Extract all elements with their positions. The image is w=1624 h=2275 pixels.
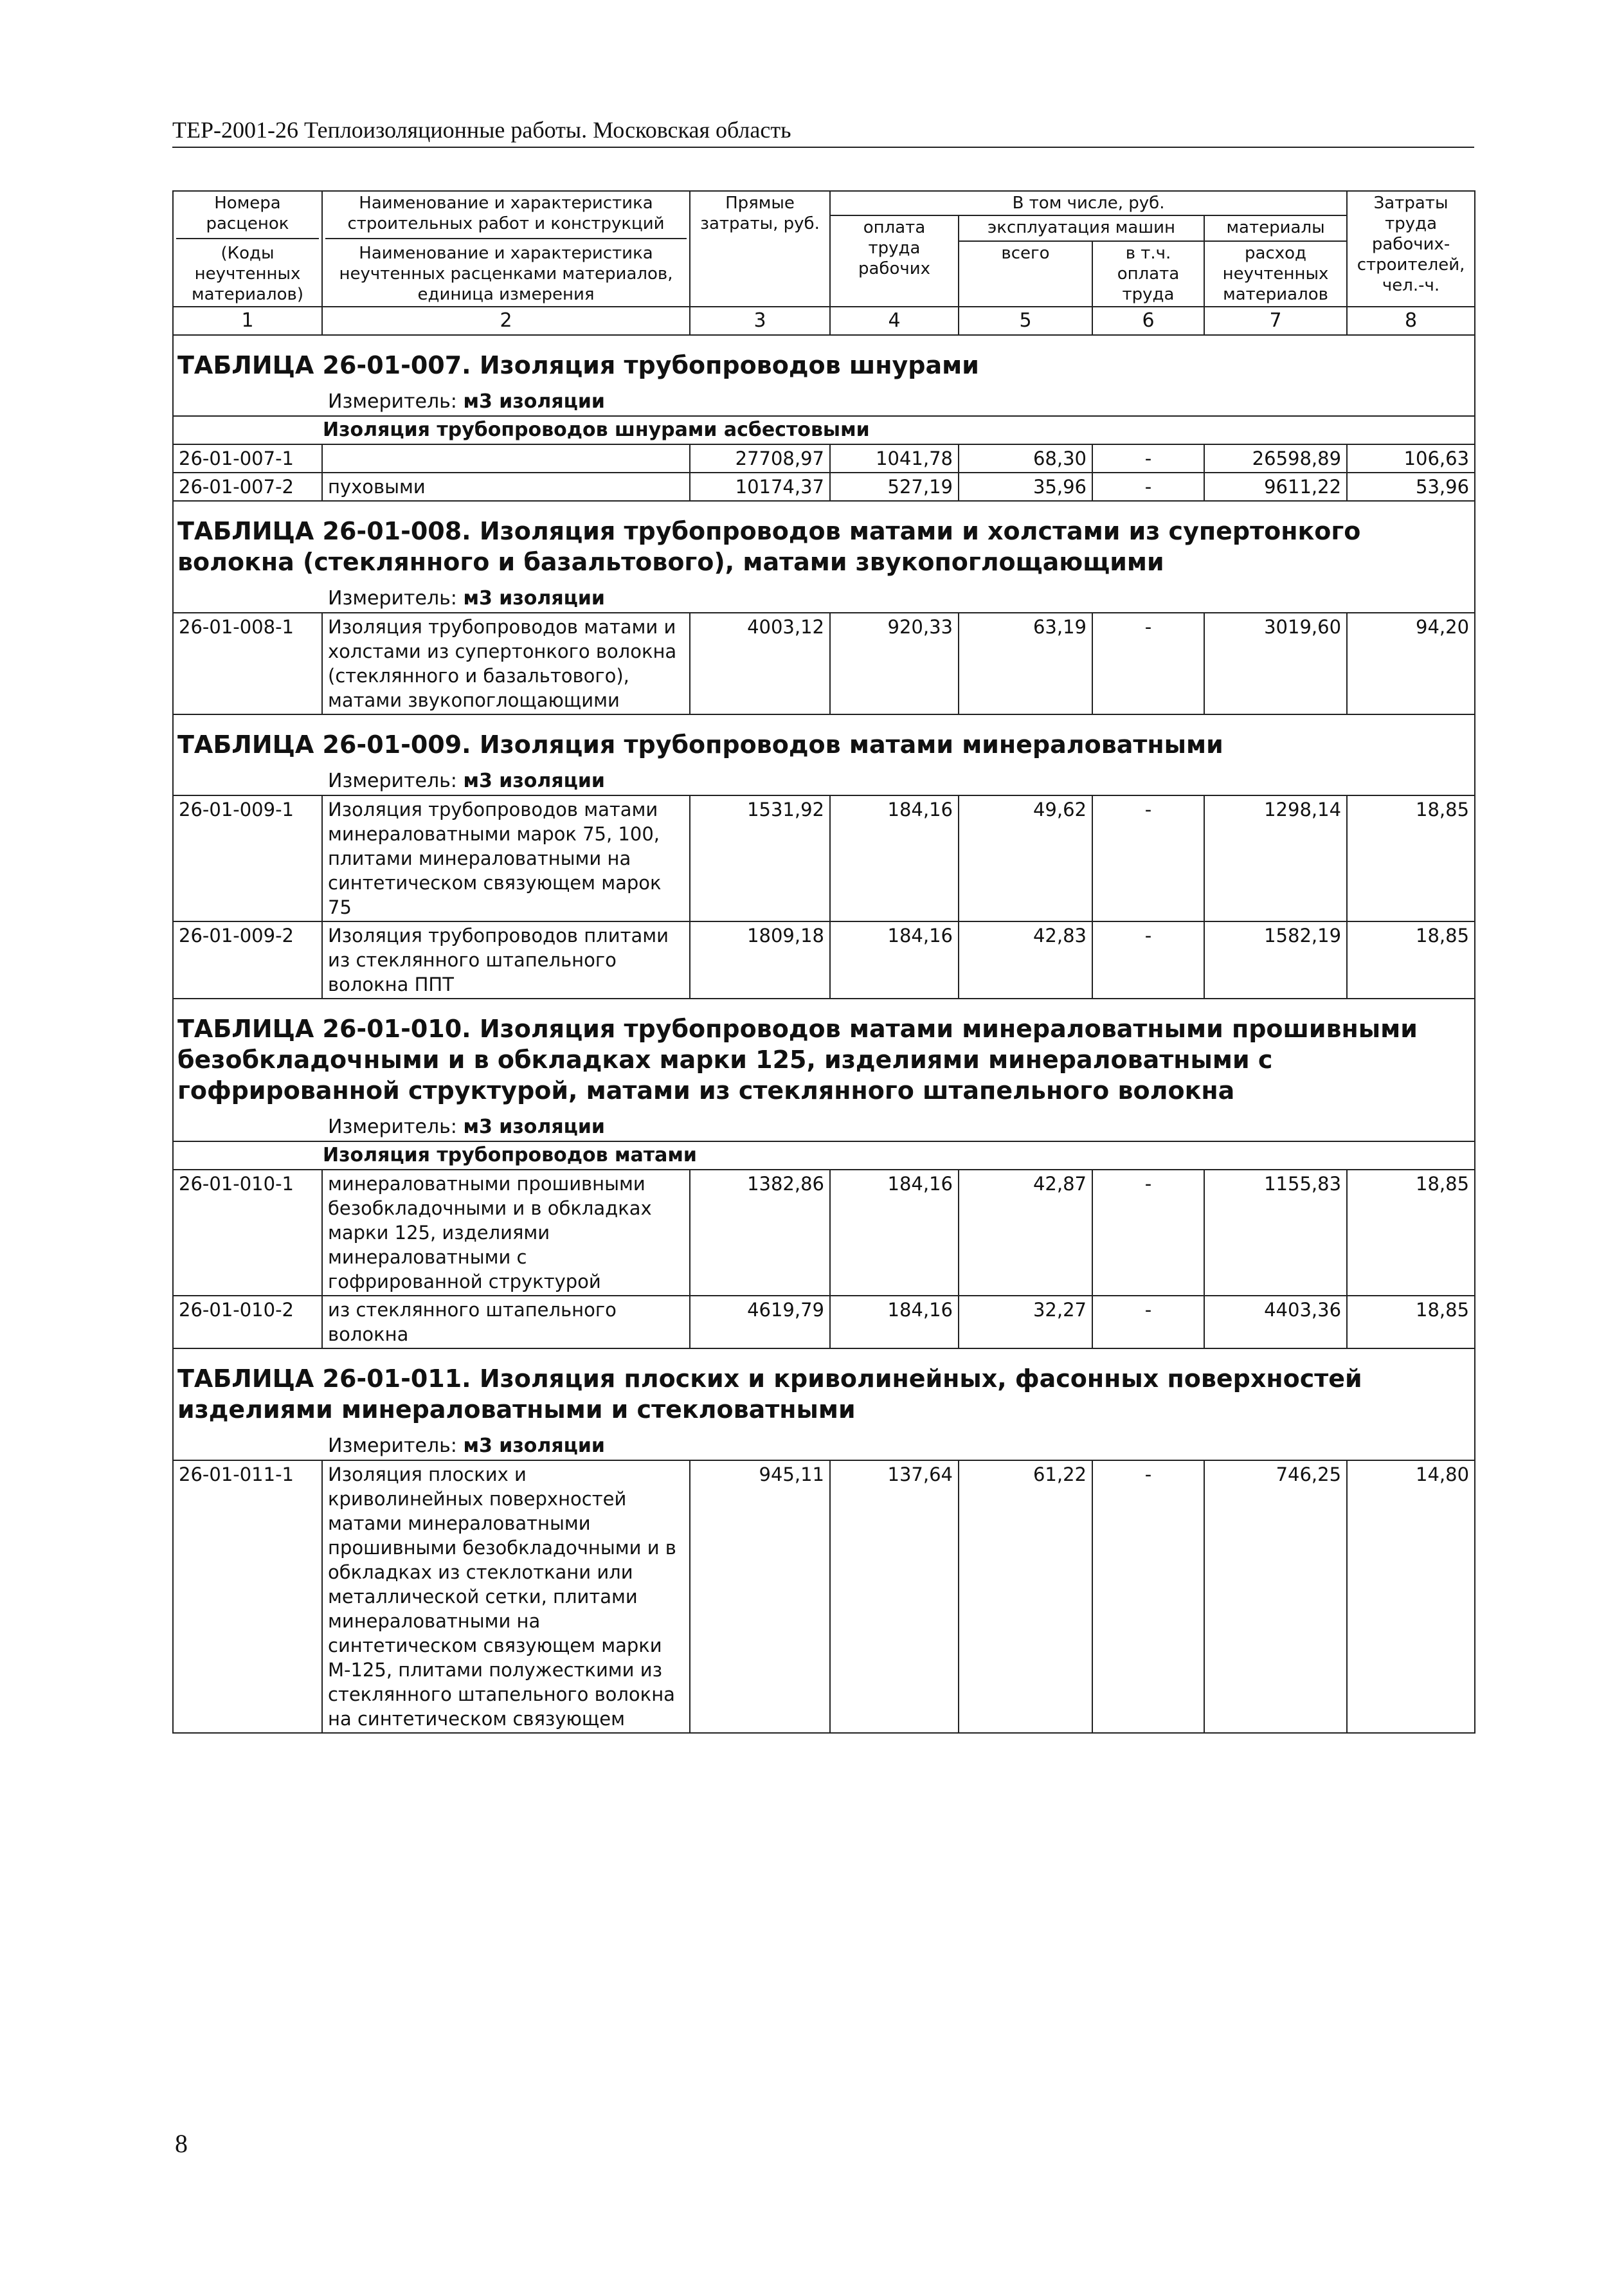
- table-row: [173, 921, 1475, 999]
- col-number: 6: [1092, 307, 1204, 335]
- section-26-01-008: [173, 501, 1475, 714]
- col-number: 5: [959, 307, 1092, 335]
- direct-cost: 1382,86: [690, 1170, 830, 1296]
- machine-cost: 63,19: [959, 613, 1092, 714]
- measure-value: м3 изоляции: [463, 1435, 605, 1457]
- measure-label: Измеритель:: [328, 390, 457, 413]
- rate-code: 26-01-007-1: [173, 444, 322, 473]
- table-row: [173, 1170, 1475, 1296]
- machine-cost: 42,87: [959, 1170, 1092, 1296]
- machine-cost: 68,30: [959, 444, 1092, 473]
- rate-code: 26-01-008-1: [173, 613, 322, 714]
- section-title: ТАБЛИЦА 26-01-009. Изоляция трубопроводов матами минераловатными: [173, 714, 1475, 765]
- section-subheading: Изоляция трубопроводов шнурами асбестовыми: [173, 416, 1475, 444]
- direct-cost: 4619,79: [690, 1296, 830, 1348]
- rates-table: [172, 190, 1475, 1734]
- measure-label: Измеритель:: [328, 1435, 457, 1457]
- labor-cost: 184,16: [830, 921, 959, 999]
- section-title: ТАБЛИЦА 26-01-008. Изоляция трубопроводов матами и холстами из супертонкого волокна (стеклянного и базальтового), матами звукопоглощающими: [173, 501, 1475, 583]
- rate-code: 26-01-011-1: [173, 1460, 322, 1733]
- section-26-01-011: [173, 1348, 1475, 1733]
- rate-description: Изоляция трубопроводов матами и холстами из супертонкого волокна (стеклянного и базальтового), матами звукопоглощающими: [322, 613, 690, 714]
- materials-cost: 1298,14: [1204, 795, 1347, 921]
- direct-cost: 945,11: [690, 1460, 830, 1733]
- rate-description: Изоляция плоских и криволинейных поверхностей матами минераловатными прошивными безобкладочными и в обкладках из стеклоткани или металлической сетки, плитами минераловатными на синтетическом связующем марки М-125, плитами полужесткими из стеклянного штапельного волокна на синтетическом связующем: [322, 1460, 690, 1733]
- machine-labor-cost: -: [1092, 795, 1204, 921]
- rate-code: 26-01-010-1: [173, 1170, 322, 1296]
- col-number: 3: [690, 307, 830, 335]
- machine-labor-cost: -: [1092, 1170, 1204, 1296]
- measure-value: м3 изоляции: [463, 587, 605, 610]
- machine-labor-cost: -: [1092, 1296, 1204, 1348]
- labor-hours: 18,85: [1347, 921, 1475, 999]
- materials-cost: 1155,83: [1204, 1170, 1347, 1296]
- col-number: 7: [1204, 307, 1347, 335]
- section-subheading: Изоляция трубопроводов матами: [173, 1141, 1475, 1170]
- labor-hours: 18,85: [1347, 1296, 1475, 1348]
- col-head-name-sub: Наименование и характеристика неучтенных расценками материалов, единица измерения: [325, 238, 687, 305]
- machine-cost: 61,22: [959, 1460, 1092, 1733]
- measure-unit: [173, 583, 1475, 613]
- section-title: ТАБЛИЦА 26-01-011. Изоляция плоских и криволинейных, фасонных поверхностей изделиями минераловатными и стекловатными: [173, 1348, 1475, 1430]
- col-head-direct: Прямые затраты, руб.: [690, 191, 830, 307]
- labor-cost: 184,16: [830, 1170, 959, 1296]
- measure-value: м3 изоляции: [463, 390, 605, 413]
- machine-labor-cost: -: [1092, 1460, 1204, 1733]
- measure-label: Измеритель:: [328, 1116, 457, 1138]
- table-row: [173, 444, 1475, 473]
- col-head-machines: эксплуатация машин: [959, 215, 1204, 241]
- col-head-materials: материалы: [1204, 215, 1347, 241]
- measure-unit: [173, 765, 1475, 795]
- measure-unit: [173, 1430, 1475, 1460]
- labor-hours: 18,85: [1347, 795, 1475, 921]
- section-26-01-009: [173, 714, 1475, 999]
- col-head-name-main: Наименование и характеристика строительных работ и конструкций: [347, 194, 665, 233]
- section-26-01-010: [173, 999, 1475, 1348]
- labor-cost: 184,16: [830, 1296, 959, 1348]
- machine-labor-cost: -: [1092, 613, 1204, 714]
- rate-description: из стеклянного штапельного волокна: [322, 1296, 690, 1348]
- rate-description: Изоляция трубопроводов матами минераловатными марок 75, 100, плитами минераловатными на синтетическом связующем марок 75: [322, 795, 690, 921]
- col-head-labor: оплата труда рабочих: [830, 215, 959, 307]
- table-row: [173, 1460, 1475, 1733]
- table-row: [173, 795, 1475, 921]
- measure-value: м3 изоляции: [463, 770, 605, 792]
- labor-cost: 184,16: [830, 795, 959, 921]
- measure-unit: [173, 386, 1475, 416]
- machine-labor-cost: -: [1092, 444, 1204, 473]
- section-title: ТАБЛИЦА 26-01-007. Изоляция трубопроводов шнурами: [173, 335, 1475, 386]
- section-26-01-007: [173, 335, 1475, 501]
- measure-unit: [173, 1111, 1475, 1141]
- col-head-codes-sub: (Коды неучтенных материалов): [176, 238, 319, 305]
- rate-description: минераловатными прошивными безобкладочными и в обкладках марки 125, изделиями минераловатными с гофрированной структурой: [322, 1170, 690, 1296]
- direct-cost: 4003,12: [690, 613, 830, 714]
- table-row: [173, 613, 1475, 714]
- measure-label: Измеритель:: [328, 770, 457, 792]
- col-number: 8: [1347, 307, 1475, 335]
- labor-cost: 137,64: [830, 1460, 959, 1733]
- direct-cost: 1809,18: [690, 921, 830, 999]
- col-head-machines-labor: в т.ч. оплата труда: [1092, 241, 1204, 307]
- direct-cost: 10174,37: [690, 473, 830, 501]
- labor-hours: 14,80: [1347, 1460, 1475, 1733]
- rate-code: 26-01-009-1: [173, 795, 322, 921]
- materials-cost: 3019,60: [1204, 613, 1347, 714]
- col-number: 1: [173, 307, 322, 335]
- running-header: ТЕР-2001-26 Теплоизоляционные работы. Московская область: [172, 116, 1474, 148]
- col-head-codes-main: Номера расценок: [206, 194, 289, 233]
- measure-label: Измеритель:: [328, 587, 457, 610]
- machine-labor-cost: -: [1092, 921, 1204, 999]
- col-head-codes: [173, 191, 322, 307]
- machine-labor-cost: -: [1092, 473, 1204, 501]
- materials-cost: 746,25: [1204, 1460, 1347, 1733]
- labor-hours: 106,63: [1347, 444, 1475, 473]
- col-head-including: В том числе, руб.: [830, 191, 1347, 215]
- labor-hours: 18,85: [1347, 1170, 1475, 1296]
- section-title: ТАБЛИЦА 26-01-010. Изоляция трубопроводов матами минераловатными прошивными безобкладочными и в обкладках марки 125, изделиями минераловатными с гофрированной структурой, матами из стеклянного штапельного волокна: [173, 999, 1475, 1111]
- rate-description: [322, 444, 690, 473]
- rate-code: 26-01-009-2: [173, 921, 322, 999]
- col-head-materials-use: расход неучтенных материалов: [1204, 241, 1347, 307]
- table-row: [173, 1296, 1475, 1348]
- rate-description: пуховыми: [322, 473, 690, 501]
- direct-cost: 27708,97: [690, 444, 830, 473]
- table-row: [173, 473, 1475, 501]
- labor-hours: 53,96: [1347, 473, 1475, 501]
- col-head-hours: Затраты труда рабочих-строителей, чел.-ч.: [1347, 191, 1475, 307]
- materials-cost: 26598,89: [1204, 444, 1347, 473]
- labor-cost: 920,33: [830, 613, 959, 714]
- labor-hours: 94,20: [1347, 613, 1475, 714]
- machine-cost: 42,83: [959, 921, 1092, 999]
- measure-value: м3 изоляции: [463, 1116, 605, 1138]
- rate-code: 26-01-007-2: [173, 473, 322, 501]
- direct-cost: 1531,92: [690, 795, 830, 921]
- col-head-name: [322, 191, 690, 307]
- machine-cost: 35,96: [959, 473, 1092, 501]
- materials-cost: 1582,19: [1204, 921, 1347, 999]
- labor-cost: 1041,78: [830, 444, 959, 473]
- col-number: 2: [322, 307, 690, 335]
- rate-code: 26-01-010-2: [173, 1296, 322, 1348]
- col-head-machines-total: всего: [959, 241, 1092, 307]
- page-number: 8: [175, 2129, 188, 2158]
- labor-cost: 527,19: [830, 473, 959, 501]
- machine-cost: 49,62: [959, 795, 1092, 921]
- table-head: [173, 191, 1475, 335]
- materials-cost: 4403,36: [1204, 1296, 1347, 1348]
- materials-cost: 9611,22: [1204, 473, 1347, 501]
- rate-description: Изоляция трубопроводов плитами из стеклянного штапельного волокна ППТ: [322, 921, 690, 999]
- col-number: 4: [830, 307, 959, 335]
- machine-cost: 32,27: [959, 1296, 1092, 1348]
